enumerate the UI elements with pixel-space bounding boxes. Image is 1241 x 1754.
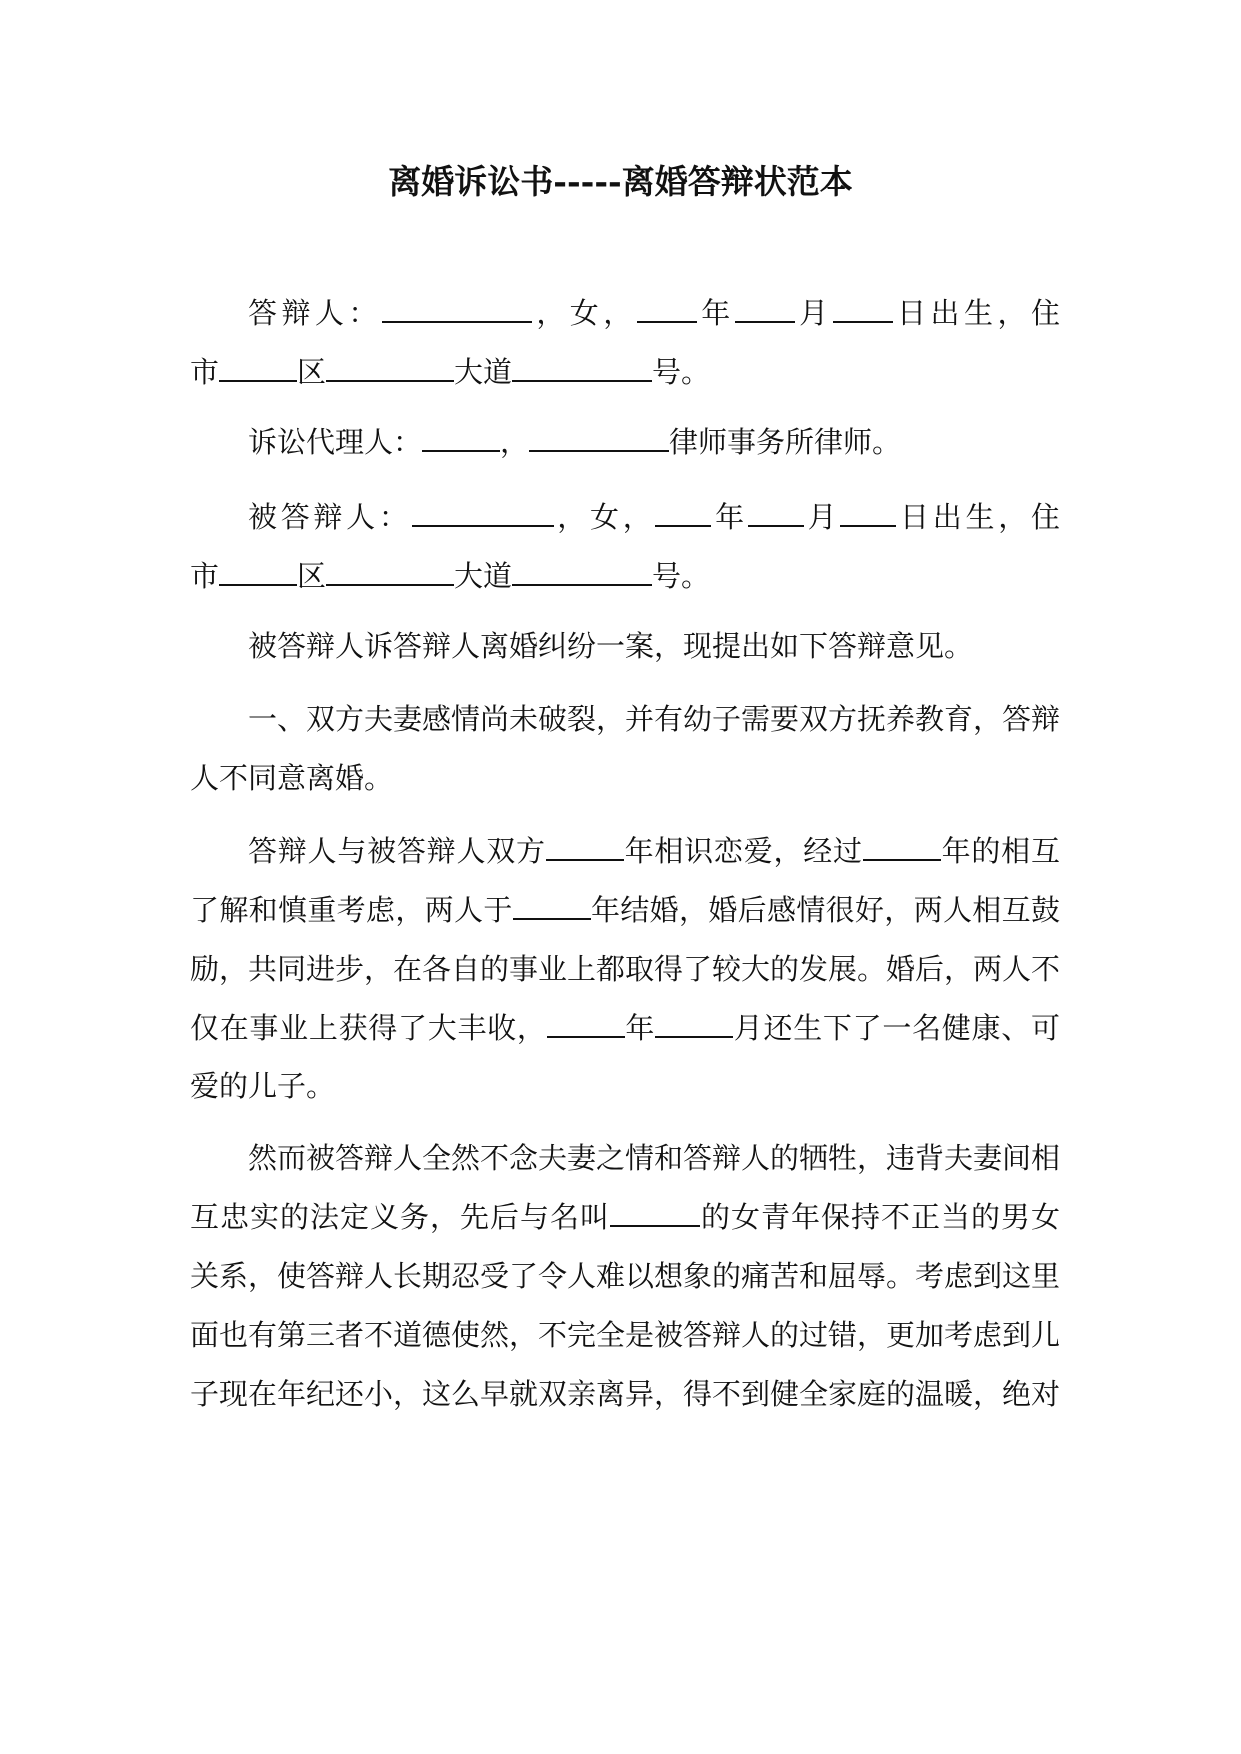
road-blank: [512, 556, 652, 586]
plaintiff-label: 被答辩人：: [248, 500, 412, 534]
city-blank: [219, 556, 297, 586]
birth-year-blank: [547, 1008, 625, 1038]
text-segment: 号。: [652, 355, 711, 389]
respondent-line-1: [248, 293, 1060, 333]
text-segment: 的女青年保持不正当的男女: [699, 1200, 1060, 1234]
text-segment: 区: [297, 559, 327, 593]
text-segment: 互忠实的法定义务，先后与名叫: [190, 1200, 610, 1234]
text-segment: 答辩人与被答辩人双方: [248, 834, 546, 868]
para1-line-4: [190, 1008, 1060, 1048]
text-segment: ，女，: [553, 500, 656, 534]
year-blank: [637, 293, 697, 323]
text-segment: 仅在事业上获得了大丰收，: [190, 1011, 547, 1045]
district-blank: [326, 556, 454, 586]
para2-line-2: [190, 1197, 1060, 1237]
text-segment: 区: [297, 355, 327, 389]
text-segment: 月还生下了一名健康、可: [733, 1011, 1060, 1045]
road-blank: [512, 352, 652, 382]
plaintiff-line-1: [248, 497, 1060, 537]
text-segment: 大道: [454, 559, 513, 593]
birth-month-blank: [655, 1008, 733, 1038]
text-segment: ，: [500, 425, 530, 459]
respondent-line-2: [190, 352, 1060, 392]
agent-name-blank: [422, 422, 500, 452]
plaintiff-line-2: [190, 556, 1060, 596]
day-blank: [833, 293, 893, 323]
name-blank: [412, 497, 554, 527]
month-blank: [748, 497, 804, 527]
point1-line-2: 人不同意离婚。: [190, 761, 394, 795]
marriage-year-blank: [513, 890, 591, 920]
point1-line-1: 一、双方夫妻感情尚未破裂，并有幼子需要双方抚养教育，答辩: [248, 702, 1061, 736]
third-party-name-blank: [610, 1197, 700, 1227]
text-segment: 市: [190, 355, 220, 389]
para2-line-1: 然而被答辩人全然不念夫妻之情和答辩人的牺牲，违背夫妻间相: [248, 1141, 1061, 1175]
years-blank: [546, 831, 624, 861]
law-firm-blank: [529, 422, 669, 452]
text-segment: 年: [711, 500, 748, 534]
text-segment: 日出生，住: [892, 296, 1060, 330]
text-segment: 日出生，住: [896, 500, 1060, 534]
district-blank: [326, 352, 454, 382]
para2-line-4: 面也有第三者不道德使然，不完全是被答辩人的过错，更加考虑到儿: [190, 1318, 1061, 1352]
text-segment: 号。: [652, 559, 711, 593]
para2-line-3: 关系，使答辩人长期忍受了令人难以想象的痛苦和屈辱。考虑到这里: [190, 1259, 1061, 1293]
para1-line-1: [248, 831, 1060, 871]
year-blank: [655, 497, 711, 527]
agent-label: 诉讼代理人：: [248, 425, 423, 459]
month-blank: [735, 293, 795, 323]
text-segment: 年: [624, 1011, 656, 1045]
text-segment: 大道: [454, 355, 513, 389]
text-segment: 律师事务所律师。: [669, 425, 902, 459]
para2-line-5: 子现在年纪还小，这么早就双亲离异，得不到健全家庭的温暖，绝对: [190, 1377, 1061, 1411]
text-segment: 年的相互: [940, 834, 1060, 868]
text-segment: 月: [803, 500, 841, 534]
document-title: 离婚诉讼书-----离婚答辩状范本: [388, 162, 853, 201]
para1-line-3: 励，共同进步，在各自的事业上都取得了较大的发展。婚后，两人不: [190, 952, 1061, 986]
para1-line-2: [190, 890, 1060, 930]
text-segment: 年相识恋爱，经过: [623, 834, 863, 868]
city-blank: [219, 352, 297, 382]
text-segment: ，女，: [531, 296, 637, 330]
name-blank: [382, 293, 532, 323]
text-segment: 年: [696, 296, 735, 330]
text-segment: 了解和慎重考虑，两人于: [190, 893, 513, 927]
intro-paragraph: 被答辩人诉答辩人离婚纠纷一案，现提出如下答辩意见。: [248, 629, 974, 663]
years-blank: [863, 831, 941, 861]
respondent-label: 答辩人：: [248, 296, 382, 330]
text-segment: 市: [190, 559, 220, 593]
agent-line: [248, 422, 1060, 462]
text-segment: 月: [794, 296, 833, 330]
text-segment: 年结婚，婚后感情很好，两人相互鼓: [590, 893, 1060, 927]
para1-line-5: 爱的儿子。: [190, 1069, 336, 1103]
day-blank: [840, 497, 896, 527]
